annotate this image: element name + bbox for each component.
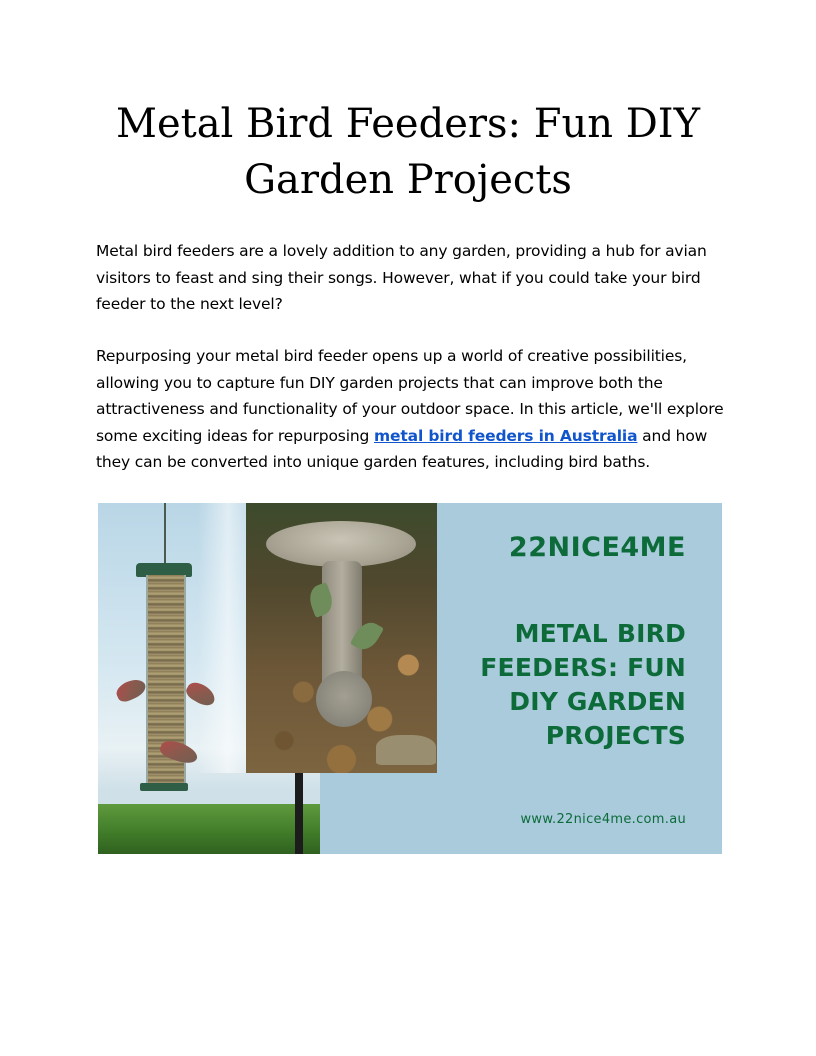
finch-bird	[114, 676, 149, 705]
intro-paragraph: Metal bird feeders are a lovely addition to any garden, providing a hub for avian visitors to feast and sing their songs. However, what if you could take your bird feeder to the next level?	[96, 242, 707, 313]
second-paragraph	[96, 343, 724, 476]
banner-heading: METAL BIRD FEEDERS: FUN DIY GARDEN PROJECTS	[480, 619, 686, 750]
feeder-hanger	[164, 503, 174, 571]
metal-bird-feeders-link[interactable]: metal bird feeders in Australia	[374, 426, 638, 445]
grass-area	[98, 804, 320, 854]
banner-website-url: www.22nice4me.com.au	[520, 812, 686, 827]
paragraph-text-after-link: and how they can be converted into unique garden features, including bird baths.	[96, 426, 708, 471]
koala-statue	[316, 671, 372, 727]
article-banner-image	[98, 503, 722, 854]
banner-brand-name: 22NICE4ME	[508, 532, 686, 563]
feeder-base	[140, 783, 188, 791]
bird-bath-photo	[246, 503, 437, 773]
feeder-pole	[295, 773, 303, 854]
paragraph-text-before-link: Repurposing your metal bird feeder opens up a world of creative possibilities, allowing you to capture fun DIY garden projects that can improve both the attractiveness and functionality of your outdoor space. In this article, we'll explore some exciting ideas for repurposing	[96, 347, 724, 445]
page-title: Metal Bird Feeders: Fun DIY Garden Projects	[116, 101, 700, 203]
